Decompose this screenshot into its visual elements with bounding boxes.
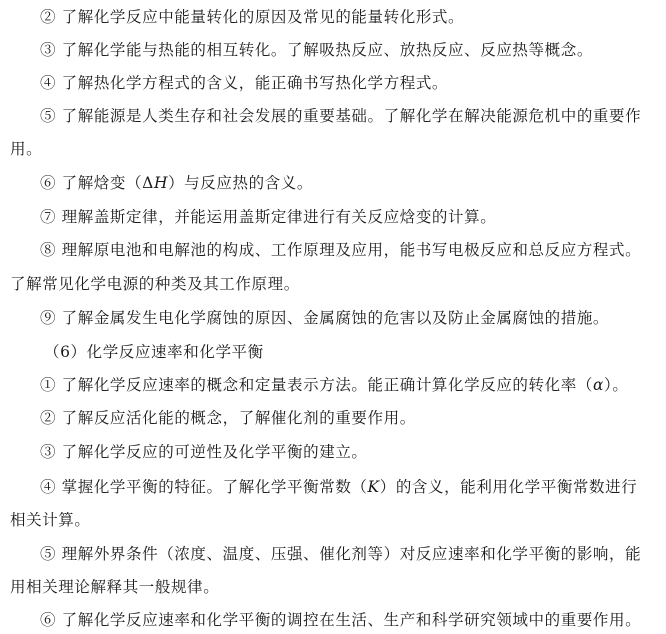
text-line: 用相关理论解释其一般规律。	[10, 578, 220, 596]
enthalpy-line	[40, 173, 666, 193]
text-line: ③ 了解化学反应的可逆性及化学平衡的建立。	[40, 443, 368, 461]
k-symbol: K	[367, 478, 380, 496]
text-line: ② 了解反应活化能的概念，了解催化剂的重要作用。	[40, 409, 416, 427]
text-line: 相关计算。	[10, 511, 91, 529]
k-line-after: ）的含义，能利用化学平衡常数进行	[379, 478, 638, 496]
text-line: ② 了解化学反应中能量转化的原因及常见的能量转化形式。	[40, 8, 465, 26]
text-line: ⑥ 了解化学反应速率和化学平衡的调控在生活、生产和科学研究领域中的重要作用。	[40, 611, 642, 629]
text-line: 了解常见化学电源的种类及其工作原理。	[10, 275, 300, 293]
enthalpy-line-after: ）与反应热的含义。	[168, 174, 313, 192]
enthalpy-line-before: ⑥ 了解焓变（	[40, 174, 143, 192]
text-line: ⑧ 理解原电池和电解池的构成、工作原理及应用，能书写电极反应和总反应方程式。	[40, 241, 642, 259]
text-line: ⑨ 了解金属发生电化学腐蚀的原因、金属腐蚀的危害以及防止金属腐蚀的措施。	[40, 309, 610, 327]
rate-line	[40, 375, 666, 395]
section-heading: （6）化学反应速率和化学平衡	[44, 343, 264, 361]
text-line: ⑦ 理解盖斯定律，并能运用盖斯定律进行有关反应焓变的计算。	[40, 208, 497, 226]
alpha-symbol: α	[592, 376, 605, 394]
delta-symbol: Δ	[142, 174, 154, 192]
text-line: ⑤ 了解能源是人类生存和社会发展的重要基础。了解化学在解决能源危机中的重要作	[40, 107, 642, 125]
enthalpy-symbol: H	[153, 174, 169, 192]
text-line: ⑤ 理解外界条件（浓度、温度、压强、催化剂等）对反应速率和化学平衡的影响，能	[40, 545, 642, 563]
text-line: ③ 了解化学能与热能的相互转化。了解吸热反应、放热反应、反应热等概念。	[40, 41, 593, 59]
k-line	[40, 477, 666, 497]
rate-line-before: ① 了解化学反应速率的概念和定量表示方法。能正确计算化学反应的转化率（	[40, 376, 593, 394]
k-line-before: ④ 掌握化学平衡的特征。了解化学平衡常数（	[40, 478, 368, 496]
text-line: 用。	[10, 140, 43, 158]
rate-line-after: ）。	[604, 376, 629, 394]
text-line: ④ 了解热化学方程式的含义，能正确书写热化学方程式。	[40, 74, 449, 92]
